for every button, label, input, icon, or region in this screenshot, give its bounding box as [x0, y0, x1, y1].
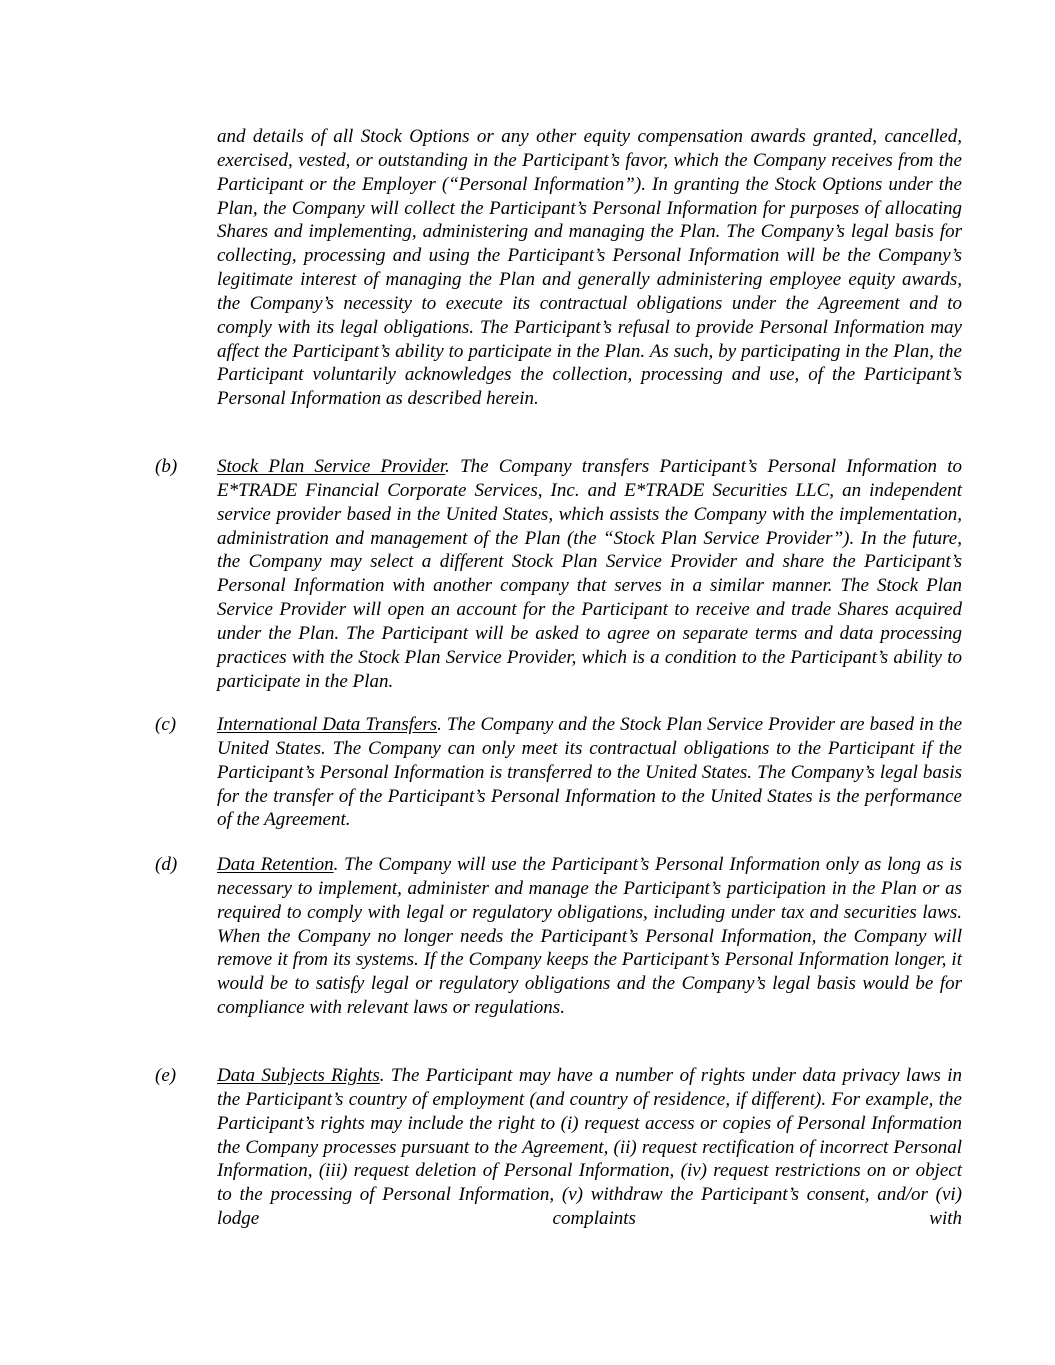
- clause-marker: (e): [155, 1065, 177, 1086]
- clause-body: [217, 713, 962, 832]
- clause-c: [155, 713, 962, 832]
- continuation-paragraph: and details of all Stock Options or any other equity compensation awards granted, cancelled, exercised, vested, or outstanding in the Participant’s favor, which the Company receives from the Participant or the Employer (“Personal Information”). In granting the Stock Options under the Plan, the Company will collect the Participant’s Personal Information for purposes of allocating Shares and implementing, administering and managing the Plan. The Company’s legal basis for collecting, processing and using the Participant’s Personal Information will be the Company’s legitimate interest of managing the Plan and generally administering employee equity awards, the Company’s necessity to execute its contractual obligations under the Agreement and to comply with its legal obligations. The Participant’s refusal to provide Personal Information may affect the Participant’s ability to participate in the Plan. As such, by participating in the Plan, the Participant voluntarily acknowledges the collection, processing and use, of the Participant’s Personal Information as described herein.: [217, 126, 962, 410]
- clause-b: [155, 455, 962, 693]
- clause-text: . The Company will use the Participant’s Personal Information only as long as is necessary to implement, administer and manage the Participant’s participation in the Plan or as required to comply with legal or regulatory obligations, including under tax and securities laws. When the Company no longer needs the Participant’s Personal Information, the Company will remove it from its systems. If the Company keeps the Participant’s Personal Information longer, it would be to satisfy legal or regulatory obligations and the Company’s legal basis would be for compliance with relevant laws or regulations.: [217, 854, 962, 1019]
- clause-marker: (b): [155, 456, 178, 477]
- clause-body: [217, 853, 962, 1020]
- clause-heading: Data Subjects Rights: [217, 1065, 380, 1086]
- clause-marker: (c): [155, 714, 177, 735]
- clause-body: [217, 1064, 962, 1231]
- clause-text: . The Company and the Stock Plan Service Provider are based in the United States. The Company can only meet its contractual obligations to the Participant if the Participant’s Personal Information is transferred to the United States. The Company’s legal basis for the transfer of the Participant’s Personal Information to the United States is the performance of the Agreement.: [217, 714, 963, 831]
- clause-body: [217, 455, 962, 693]
- clause-d: [155, 853, 962, 1020]
- clause-heading: Data Retention: [217, 854, 334, 875]
- clause-marker: (d): [155, 854, 178, 875]
- clause-heading: International Data Transfers: [217, 714, 438, 735]
- clause-heading: Stock Plan Service Provider: [217, 456, 446, 477]
- clause-text: . The Company transfers Participant’s Personal Information to E*TRADE Financial Corporate Services, Inc. and E*TRADE Securities LLC, an independent service provider based in the United States, which assists the Company with the implementation, administration and management of the Plan (the “Stock Plan Service Provider”). In the future, the Company may select a different Stock Plan Service Provider and share the Participant’s Personal Information with another company that serves in a similar manner. The Stock Plan Service Provider will open an account for the Participant to receive and trade Shares acquired under the Plan. The Participant will be asked to agree on separate terms and data processing practices with the Stock Plan Service Provider, which is a condition to the Participant’s ability to participate in the Plan.: [217, 456, 962, 692]
- clause-e: [155, 1064, 962, 1231]
- clause-text: . The Participant may have a number of rights under data privacy laws in the Participant’s country of employment (and country of residence, if different). For example, the Participant’s rights may include the right to (i) request access or copies of Personal Information the Company processes pursuant to the Agreement, (ii) request rectification of incorrect Personal Information, (iii) request deletion of Personal Information, (iv) request restrictions on or object to the processing of Personal Information, (v) withdraw the Participant’s consent, and/or (vi) lodge complaints with: [217, 1065, 962, 1230]
